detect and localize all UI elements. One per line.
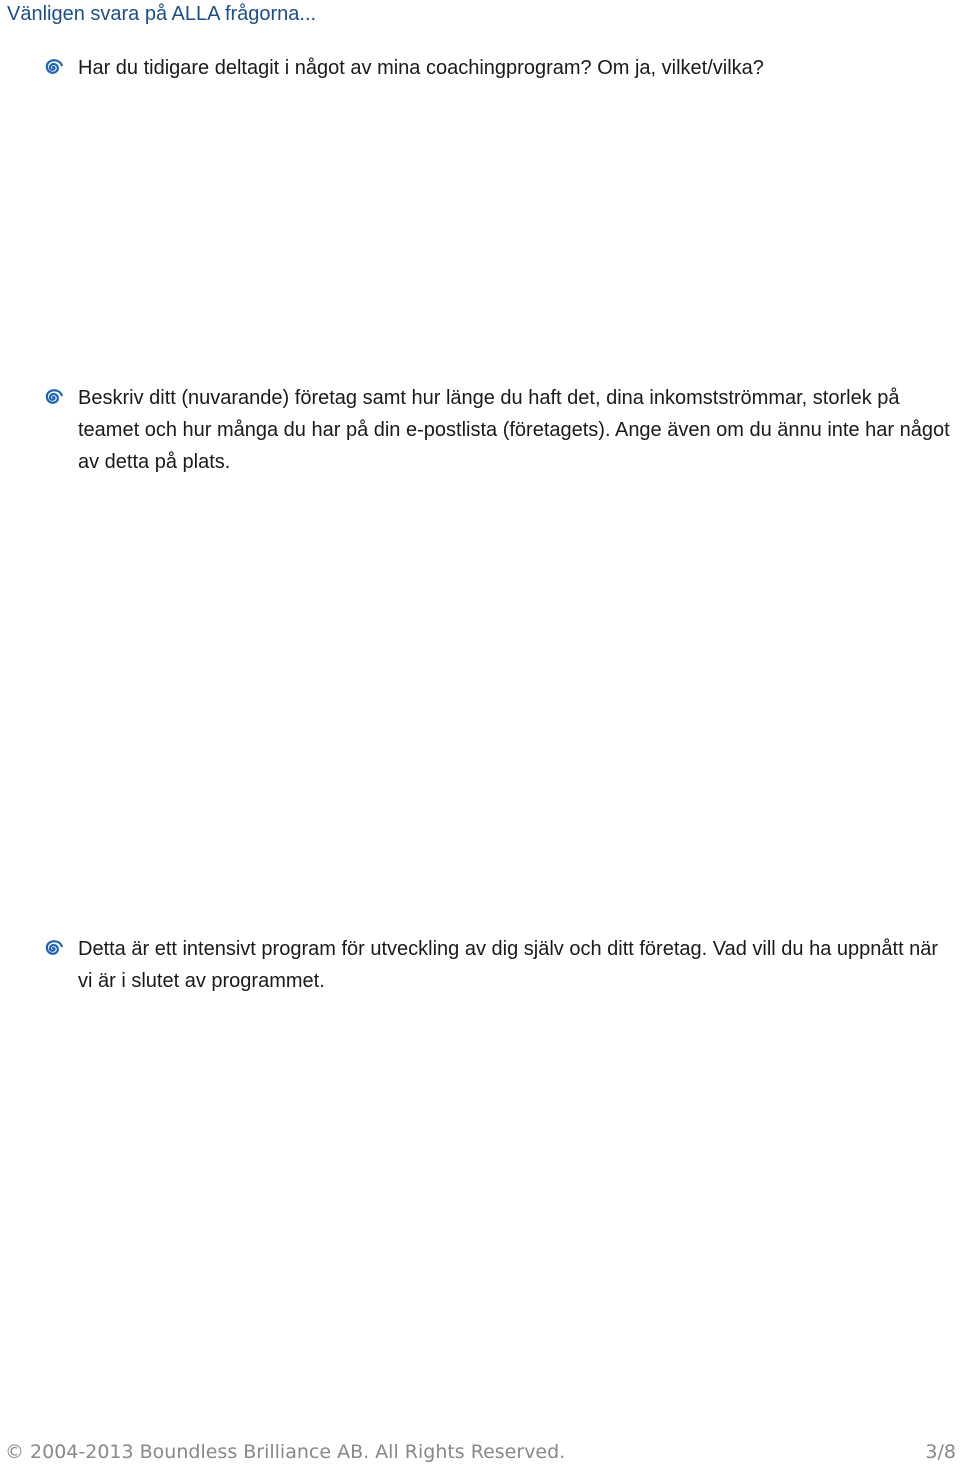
question-text: Har du tidigare deltagit i något av mina coachingprogram? Om ja, vilket/vilka? — [78, 57, 764, 79]
question-text: Beskriv ditt (nuvarande) företag samt hur länge du haft det, dina inkomstströmmar, storlek på teamet och hur många du har på din e-postlista (företagets). Ange även om du ännu inte har något av detta på plats. — [78, 387, 950, 473]
question-text: Detta är ett intensivt program för utveckling av dig själv och ditt företag. Vad vill du ha uppnått när vi är i slutet av programmet. — [78, 938, 939, 992]
swirl-icon — [40, 386, 66, 408]
copyright-text: © 2004-2013 Boundless Brilliance AB. All Rights Reserved. — [5, 1441, 566, 1463]
question-2 — [40, 382, 950, 478]
page-number: 3/8 — [925, 1441, 956, 1463]
question-1 — [40, 52, 950, 84]
swirl-icon — [40, 56, 66, 78]
page-footer — [5, 1438, 956, 1466]
page-title: Vänligen svara på ALLA frågorna... — [7, 3, 317, 25]
question-3 — [40, 933, 950, 997]
swirl-icon — [40, 937, 66, 959]
